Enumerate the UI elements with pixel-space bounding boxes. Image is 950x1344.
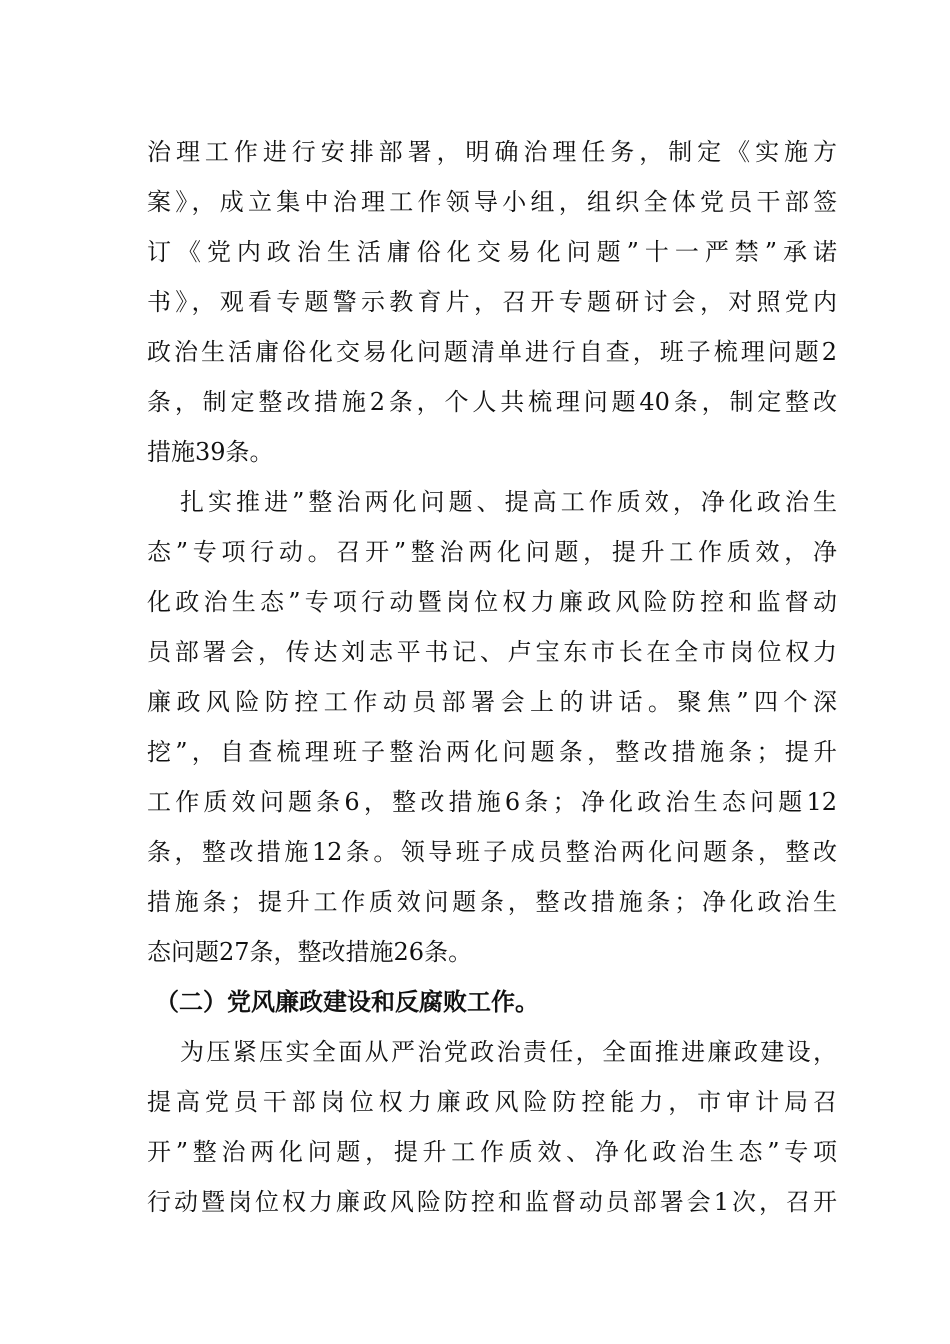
text-line: 治理工作进行安排部署，明确治理任务，制定《实施方 <box>147 138 837 166</box>
text-line: 书》，观看专题警示教育片，召开专题研讨会，对照党内 <box>147 288 837 316</box>
text-line: 政治生活庸俗化交易化问题清单进行自查，班子梳理问题2 <box>147 338 837 366</box>
text-line: 工作质效问题条6，整改措施6条；净化政治生态问题12 <box>147 788 837 816</box>
text-line: 措施39条。 <box>147 438 274 466</box>
section-heading: （二）党风廉政建设和反腐败工作。 <box>155 988 539 1016</box>
text-line: 措施条；提升工作质效问题条，整改措施条；净化政治生 <box>147 888 837 916</box>
text-line: 挖”，自查梳理班子整治两化问题条，整改措施条；提升 <box>147 738 837 766</box>
text-line: 订《党内政治生活庸俗化交易化问题”十一严禁”承诺 <box>147 238 837 266</box>
text-line: 化政治生态”专项行动暨岗位权力廉政风险防控和监督动 <box>147 588 837 616</box>
text-line: 条，制定整改措施2条，个人共梳理问题40条，制定整改 <box>147 388 837 416</box>
text-line: 为压紧压实全面从严治党政治责任，全面推进廉政建设， <box>180 1038 837 1066</box>
text-line: 扎实推进”整治两化问题、提高工作质效，净化政治生 <box>180 488 837 516</box>
text-line: 行动暨岗位权力廉政风险防控和监督动员部署会1次，召开 <box>147 1188 837 1216</box>
text-line: 态问题27条，整改措施26条。 <box>147 938 473 966</box>
text-line: 廉政风险防控工作动员部署会上的讲话。聚焦”四个深 <box>147 688 837 716</box>
text-line: 条，整改措施12条。领导班子成员整治两化问题条，整改 <box>147 838 837 866</box>
text-line: 员部署会，传达刘志平书记、卢宝东市长在全市岗位权力 <box>147 638 837 666</box>
text-line: 提高党员干部岗位权力廉政风险防控能力，市审计局召 <box>147 1088 837 1116</box>
text-line: 态”专项行动。召开”整治两化问题，提升工作质效，净 <box>147 538 837 566</box>
text-line: 开”整治两化问题，提升工作质效、净化政治生态”专项 <box>147 1138 837 1166</box>
text-line: 案》，成立集中治理工作领导小组，组织全体党员干部签 <box>147 188 837 216</box>
